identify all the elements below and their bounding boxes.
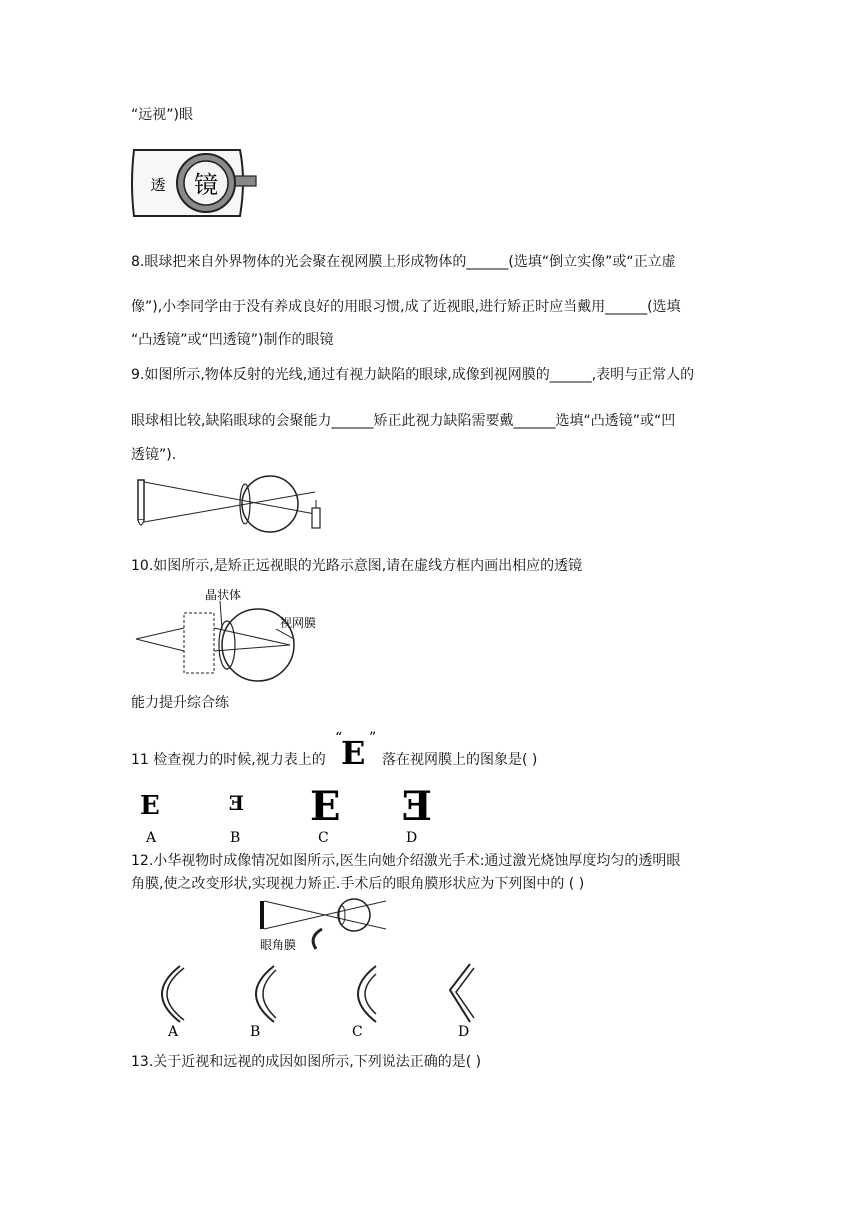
q12-option-a-label: A: [168, 1024, 179, 1036]
question-11-part-2: 落在视网膜上的图象是( ): [382, 752, 538, 768]
q12-option-c-label: C: [352, 1024, 363, 1036]
q11-option-b-label: B: [230, 830, 241, 846]
lens-crystal-label: 晶状体: [205, 588, 242, 602]
eye-defect-figure: [130, 474, 330, 534]
question-8-line-3: “凸透镜”或“凹透镜”)制作的眼镜: [131, 332, 334, 348]
question-8-line-2: 像”),小李同学由于没有养成良好的用眼习惯,成了近视眼,进行矫正时应当戴用______(选填: [131, 299, 681, 315]
question-9-line-1: 9.如图所示,物体反射的光线,通过有视力缺陷的眼球,成像到视网膜的______,表明与正常人的: [131, 367, 695, 383]
e-symbol: [335, 730, 381, 770]
q11-option-d-label: D: [406, 830, 418, 846]
e-letter: E: [341, 734, 366, 770]
question-12-line-1: 12.小华视物时成像情况如图所示,医生向她介绍激光手术:通过激光烧蚀厚度均匀的透明眼: [131, 853, 681, 869]
lens-figure: [128, 140, 264, 226]
q11-option-a-label: A: [146, 830, 157, 846]
q11-option-a-glyph: E: [140, 791, 160, 821]
q11-option-b-glyph: E: [228, 791, 244, 815]
q11-option-c-glyph: E: [310, 783, 341, 830]
question-13-line: 13.关于近视和远视的成因如图所示,下列说法正确的是( ): [131, 1054, 482, 1070]
q12-options-figure: [140, 960, 500, 1036]
question-12-line-2: 角膜,使之改变形状,实现视力矫正.手术后的眼角膜形状应为下列图中的 ( ): [131, 876, 585, 892]
cornea-label: 眼角膜: [260, 938, 297, 952]
q12-option-d-label: D: [458, 1024, 470, 1036]
q11-option-d-glyph: E: [401, 783, 432, 830]
cornea-eye-figure: [256, 895, 396, 955]
lens-char-tou: 透: [150, 176, 166, 194]
q12-option-b-label: B: [250, 1024, 261, 1036]
text-line: “远视”)眼: [131, 107, 193, 123]
section-heading: 能力提升综合练: [131, 695, 229, 711]
question-11-part-1: 11 检查视力的时候,视力表上的: [131, 752, 326, 768]
question-8-line-1: 8.眼球把来自外界物体的光会聚在视网膜上形成物体的______(选填“倒立实像”或“正立虚: [131, 254, 676, 270]
retina-label: 视网膜: [280, 616, 317, 630]
q11-options-figure: [134, 780, 444, 846]
question-9-line-3: 透镜”).: [131, 447, 177, 463]
q11-option-c-label: C: [318, 830, 329, 846]
question-10-line: 10.如图所示,是矫正远视眼的光路示意图,请在虚线方框内画出相应的透镜: [131, 558, 583, 574]
svg-text:”: ”: [369, 730, 377, 746]
lens-char-jing: 镜: [194, 171, 218, 199]
svg-text:“: “: [335, 730, 343, 746]
question-9-line-2: 眼球相比较,缺陷眼球的会聚能力______矫正此视力缺陷需要戴______选填“凸透镜”或“凹: [131, 413, 676, 429]
eye-correction-figure: [130, 585, 350, 683]
